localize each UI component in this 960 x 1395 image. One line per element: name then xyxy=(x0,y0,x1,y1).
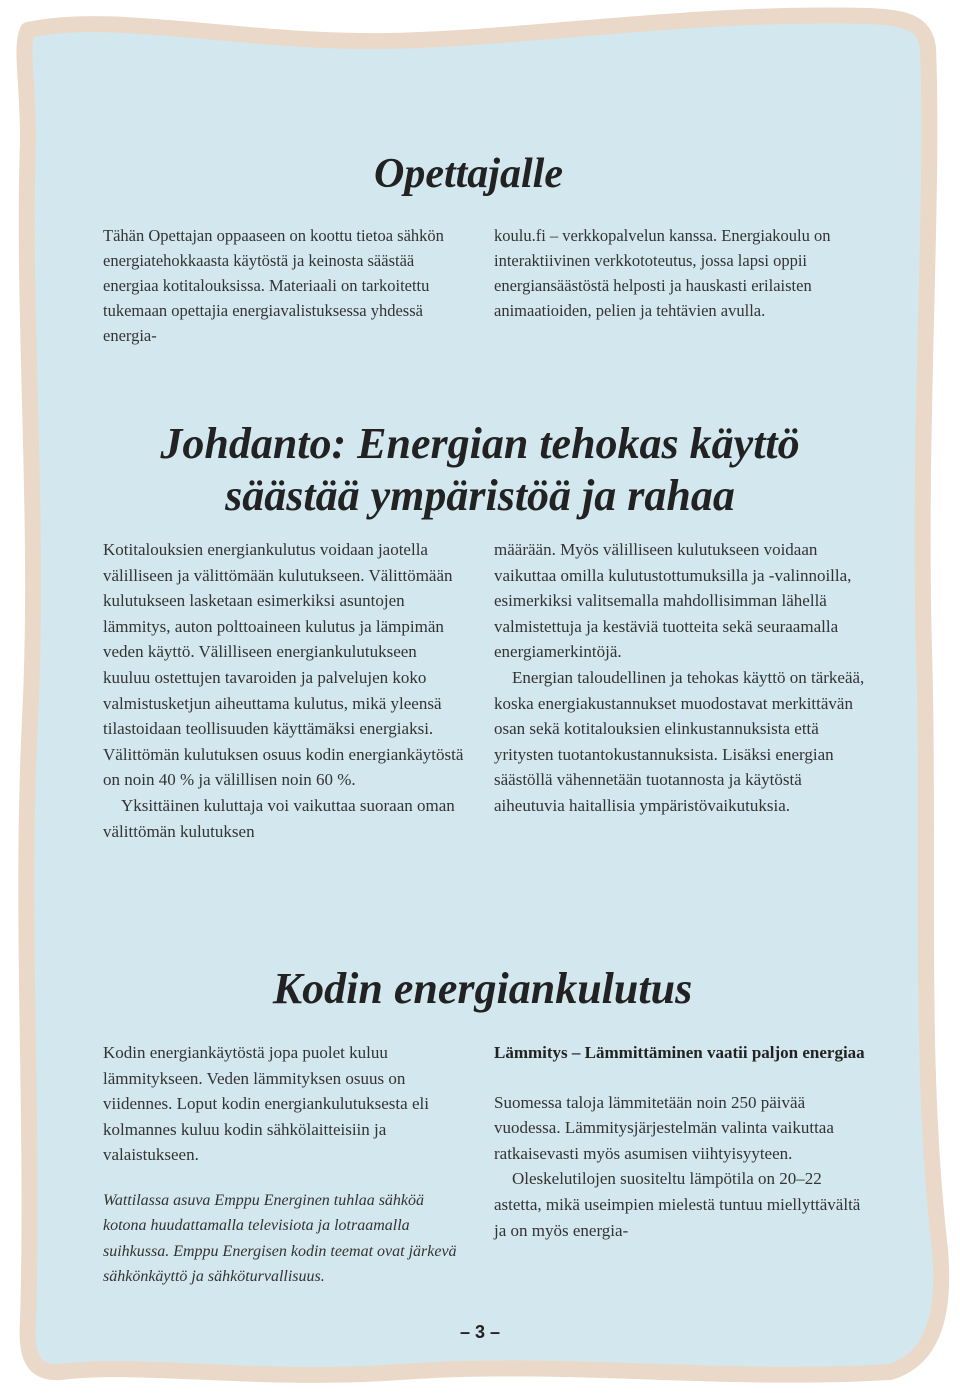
johdanto-left-paragraph-2: Yksittäinen kuluttaja voi vaikuttaa suoraan oman välittömän kulutuksen xyxy=(103,795,455,841)
kodin-note: Wattilassa asuva Emppu Energinen tuhlaa sähköä kotona huudattamalla televisiota ja lotraamalla suihkussa. Emppu Energisen kodin teemat ovat järkevä sähkönkäyttö ja sähköturvallisuus. xyxy=(103,1191,457,1286)
opettajalle-right-column xyxy=(494,223,866,323)
kodin-right-paragraph-2: Oleskelutilojen suositeltu lämpötila on 20–22 astetta, mikä useimpien mielestä tuntuu miellyttävältä ja on myös energia- xyxy=(494,1169,861,1240)
johdanto-right-paragraph-1: määrään. Myös välilliseen kulutukseen voidaan vaikuttaa omilla kulutustottumuksilla ja -valinnoilla, esimerkiksi valitsemalla mahdollisimman lähellä valmistettuja ja kestäviä tuotteita sekä seuraamalla energiamerkintöjä. xyxy=(494,540,852,662)
kodin-left-column xyxy=(103,1040,468,1290)
kodin-subheading: Lämmitys – Lämmittäminen vaatii paljon energiaa xyxy=(494,1043,865,1062)
johdanto-left-column xyxy=(103,537,468,844)
johdanto-heading xyxy=(100,418,860,522)
johdanto-left-paragraph-1: Kotitalouksien energiankulutus voidaan jaotella välilliseen ja välittömään kulutukseen. Välittömään kulutukseen lasketaan esimerkiksi asuntojen lämmitys, auton polttoaineen kulutus ja lämpimän veden käyttö. Välilliseen energiankulutukseen kuuluu ostettujen tavaroiden ja palvelujen koko valmistusketjun aiheuttama kulutus, mikä yleensä tilastoidaan teollisuuden käyttämäksi energiaksi. Välittömän kulutuksen osuus kodin energiankäytöstä on noin 40 % ja välillisen noin 60 %. xyxy=(103,540,464,790)
opettajalle-heading: Opettajalle xyxy=(374,151,563,197)
opettajalle-left-text: Tähän Opettajan oppaaseen on koottu tietoa sähkön energiatehokkaasta käytöstä ja keinosta säästää energiaa kotitalouksissa. Materiaali on tarkoitettu tukemaan opettajia energiavalistuksessa yhdessä energia- xyxy=(103,226,444,345)
johdanto-heading-line1: Johdanto: Energian tehokas käyttö xyxy=(160,419,800,468)
kodin-left-paragraph-1: Kodin energiankäytöstä jopa puolet kuluu lämmitykseen. Veden lämmityksen osuus on viidennes. Loput kodin energiankulutuksesta eli kolmannes kuluu kodin sähkölaitteisiin ja valaistukseen. xyxy=(103,1043,429,1165)
kodin-heading: Kodin energiankulutus xyxy=(272,964,693,1013)
kodin-right-paragraph-1: Suomessa taloja lämmitetään noin 250 päivää vuodessa. Lämmitysjärjestelmän valinta vaikuttaa ratkaisevasti myös asumisen viihtyisyyteen. xyxy=(494,1092,834,1163)
opettajalle-right-text: koulu.fi – verkkopalvelun kanssa. Energiakoulu on interaktiivinen verkkototeutus, jossa lapsi oppii energiansäästöstä helposti ja hauskasti erilaisten animaatioiden, pelien ja tehtävien avulla. xyxy=(494,226,831,320)
johdanto-heading-line2: säästää ympäristöä ja rahaa xyxy=(225,471,735,520)
johdanto-right-paragraph-2: Energian taloudellinen ja tehokas käyttö on tärkeää, koska energiakustannukset muodostavat merkittävän osan sekä kotitalouksien elinkustannuksista että yritysten tuotantokustannuksista. Lisäksi energian säästöllä vähennetään tuotannosta ja käytöstä aiheutuvia haitallisia ympäristövaikutuksia. xyxy=(494,667,865,815)
johdanto-right-column xyxy=(494,537,866,819)
opettajalle-left-column xyxy=(103,223,473,348)
page-number: – 3 – xyxy=(459,1322,501,1342)
kodin-right-column xyxy=(494,1040,866,1243)
